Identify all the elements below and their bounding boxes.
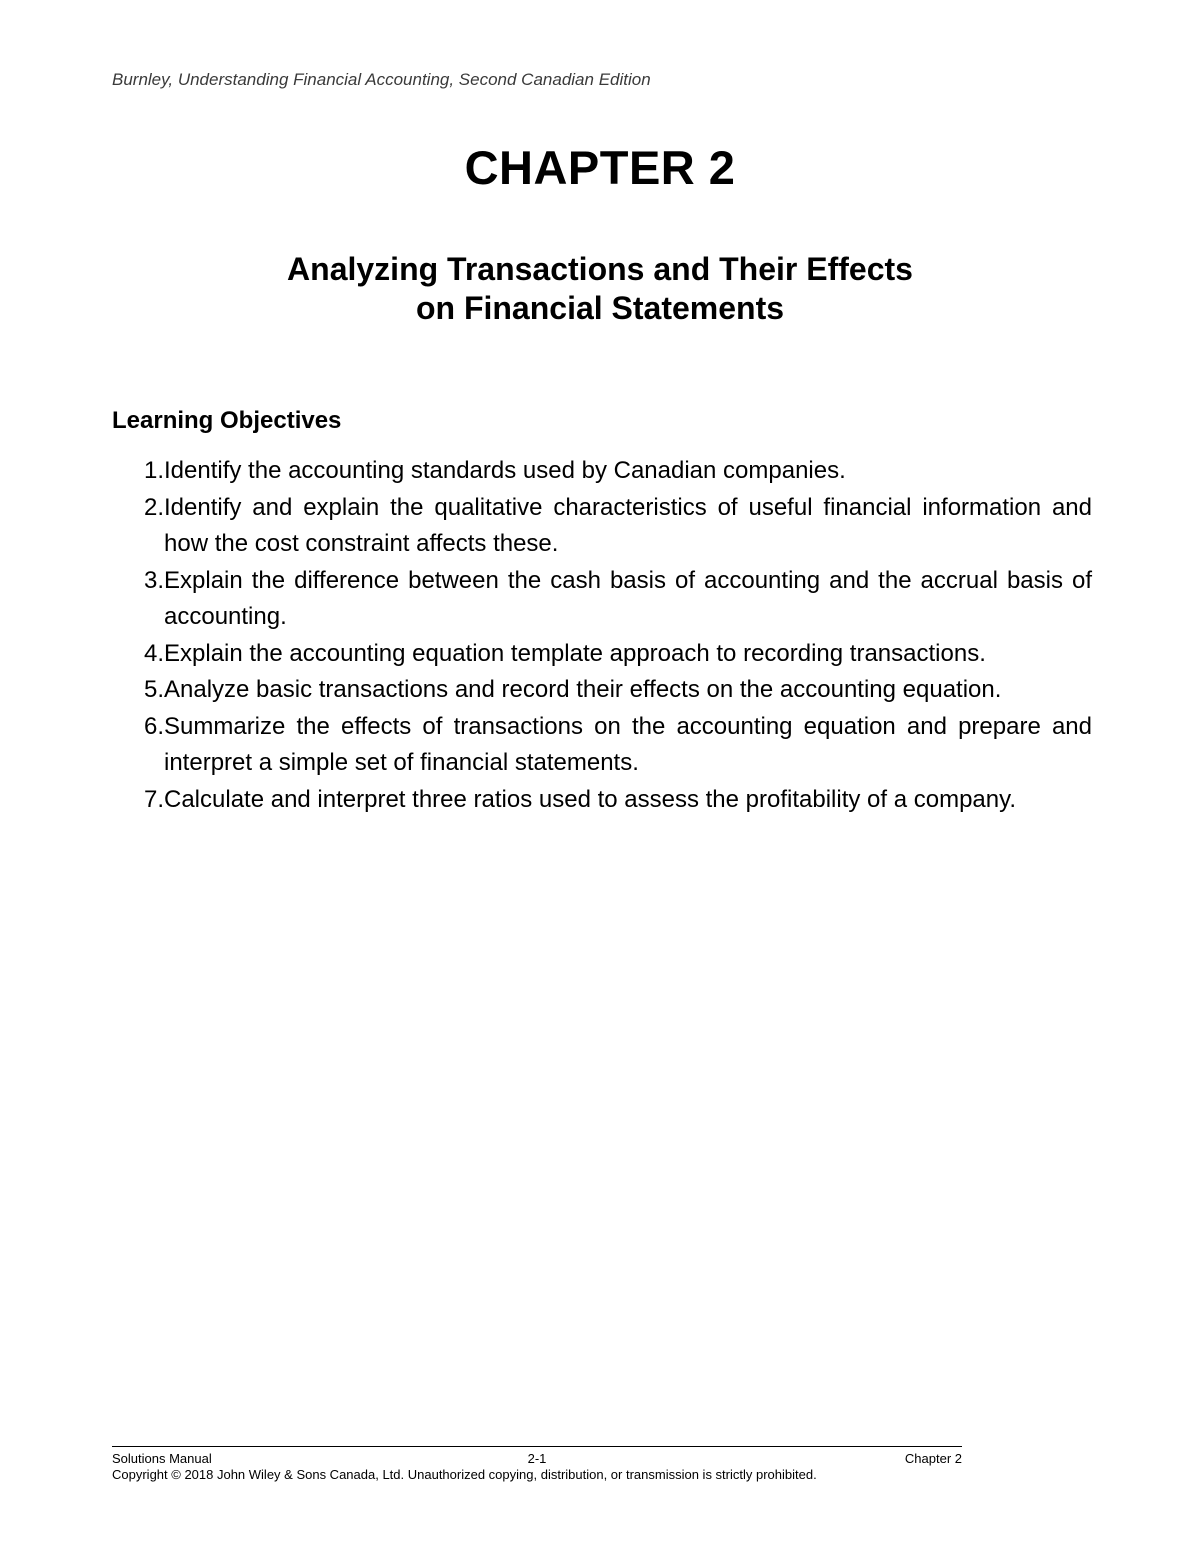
objective-number: 7. <box>143 785 164 813</box>
footer-divider <box>112 1446 962 1447</box>
page-footer <box>112 1451 962 1467</box>
objective-text: Identify and explain the qualitative characteristics of useful financial information and how the cost constraint affects these. <box>164 493 1092 557</box>
objective-item-4 <box>112 636 1092 673</box>
chapter-subtitle-line-1: Analyzing Transactions and Their Effects <box>287 251 913 287</box>
objective-text: Calculate and interpret three ratios used to assess the profitability of a company. <box>164 785 1017 813</box>
objective-number: 2. <box>143 493 164 521</box>
objective-number: 3. <box>143 566 164 594</box>
objective-text: Identify the accounting standards used by Canadian companies. <box>164 457 846 484</box>
objective-item-2 <box>112 490 1092 563</box>
chapter-subtitle-line-2: on Financial Statements <box>415 290 785 326</box>
objective-item-3 <box>112 563 1092 636</box>
objective-number: 5. <box>143 676 164 703</box>
footer-book-part: Solutions Manual <box>112 1451 212 1466</box>
objective-text: Explain the difference between the cash basis of accounting and the accrual basis of accounting. <box>164 566 1092 630</box>
objective-text: Analyze basic transactions and record their effects on the accounting equation. <box>164 676 1002 703</box>
objective-text: Explain the accounting equation template approach to recording transactions. <box>164 639 986 667</box>
chapter-title: CHAPTER 2 <box>464 141 736 194</box>
running-header: Burnley, Understanding Financial Accounting, Second Canadian Edition <box>112 70 651 89</box>
learning-objectives-list <box>112 453 1092 818</box>
footer-copyright: Copyright © 2018 John Wiley & Sons Canada, Ltd. Unauthorized copying, distribution, or transmission is strictly prohibited. <box>112 1467 817 1482</box>
learning-objectives-heading: Learning Objectives <box>112 407 342 434</box>
objective-text: Summarize the effects of transactions on the accounting equation and prepare and interpret a simple set of financial statements. <box>164 712 1092 776</box>
objective-number: 6. <box>143 712 164 740</box>
objective-item-7 <box>112 782 1092 819</box>
objective-number: 1. <box>143 457 164 484</box>
objective-number: 4. <box>143 639 164 667</box>
footer-page-number: 2-1 <box>527 1451 547 1466</box>
footer-chapter-label: Chapter 2 <box>904 1451 962 1466</box>
objective-item-5 <box>112 672 1092 709</box>
objective-item-1 <box>112 453 1092 490</box>
chapter-subtitle <box>0 250 1200 328</box>
objective-item-6 <box>112 709 1092 782</box>
